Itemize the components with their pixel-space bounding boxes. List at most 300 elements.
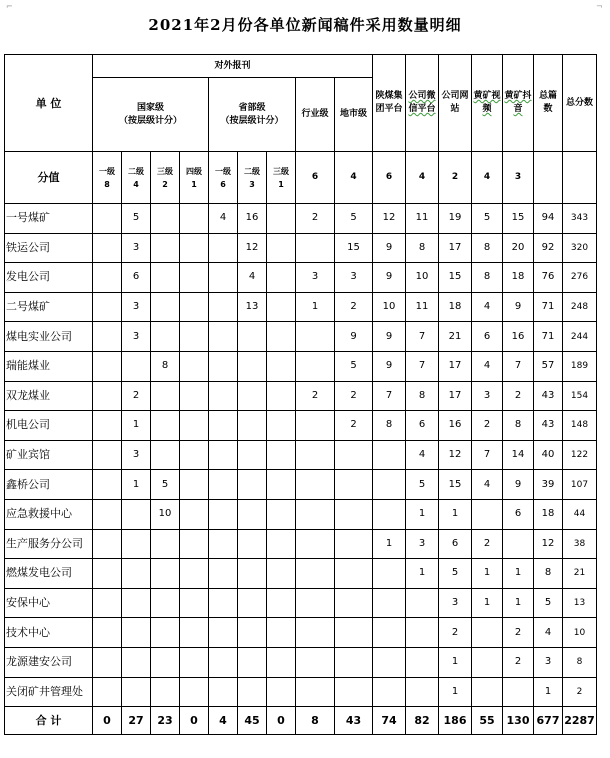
table-cell: 6 [472, 322, 503, 352]
shaanxi-platform-header: 陕煤集团平台 [373, 55, 406, 152]
table-cell [209, 588, 238, 618]
table-cell: 13 [563, 588, 597, 618]
table-cell [209, 677, 238, 707]
table-cell: 343 [563, 204, 597, 234]
table-row [5, 647, 597, 677]
table-cell [335, 588, 373, 618]
table-cell [93, 559, 122, 589]
table-cell [209, 618, 238, 648]
table-cell [180, 499, 209, 529]
table-cell [93, 499, 122, 529]
news-statistics-table [4, 54, 597, 735]
table-cell [267, 470, 296, 500]
table-cell: 107 [563, 470, 597, 500]
table-cell: 9 [373, 263, 406, 293]
table-row [5, 470, 597, 500]
table-cell: 2 [122, 381, 151, 411]
table-cell: 276 [563, 263, 597, 293]
table-cell [93, 588, 122, 618]
table-cell: 2 [335, 411, 373, 441]
table-cell: 3 [122, 322, 151, 352]
table-cell: 15 [439, 263, 472, 293]
provincial-level-1: 一级 6 [209, 152, 238, 204]
table-cell [267, 618, 296, 648]
table-cell [267, 440, 296, 470]
table-cell: 154 [563, 381, 597, 411]
table-cell: 6 [406, 411, 439, 441]
table-cell [93, 381, 122, 411]
table-cell: 4 [238, 263, 267, 293]
table-cell: 18 [534, 499, 563, 529]
table-cell: 94 [534, 204, 563, 234]
douyin-score: 3 [503, 152, 534, 204]
table-row [5, 351, 597, 381]
table-cell: 92 [534, 233, 563, 263]
table-cell: 189 [563, 351, 597, 381]
unit-name: 瑞能煤业 [5, 351, 93, 381]
table-cell: 17 [439, 351, 472, 381]
table-cell: 12 [439, 440, 472, 470]
table-cell [335, 677, 373, 707]
table-cell [238, 588, 267, 618]
table-cell [93, 204, 122, 234]
table-cell [93, 233, 122, 263]
total-cell: 45 [238, 707, 267, 735]
table-cell [267, 647, 296, 677]
table-cell: 244 [563, 322, 597, 352]
video-score: 4 [472, 152, 503, 204]
table-cell [93, 292, 122, 322]
table-row [5, 559, 597, 589]
table-cell: 9 [503, 292, 534, 322]
table-cell [335, 647, 373, 677]
shaanxi-score: 6 [373, 152, 406, 204]
total-cell: 74 [373, 707, 406, 735]
table-cell [267, 381, 296, 411]
table-cell [373, 559, 406, 589]
table-cell: 39 [534, 470, 563, 500]
table-cell [472, 499, 503, 529]
table-cell [151, 292, 180, 322]
table-cell: 1 [472, 588, 503, 618]
table-cell [267, 588, 296, 618]
table-cell: 15 [503, 204, 534, 234]
table-cell: 2 [296, 381, 335, 411]
table-cell: 43 [534, 411, 563, 441]
table-cell [238, 499, 267, 529]
table-cell [267, 263, 296, 293]
table-cell: 76 [534, 263, 563, 293]
table-cell [180, 529, 209, 559]
table-row [5, 499, 597, 529]
table-cell [180, 381, 209, 411]
table-cell: 17 [439, 233, 472, 263]
table-cell [238, 322, 267, 352]
table-cell [472, 618, 503, 648]
table-cell [406, 618, 439, 648]
table-cell [238, 677, 267, 707]
table-cell: 71 [534, 322, 563, 352]
table-cell [180, 233, 209, 263]
table-cell: 8 [563, 647, 597, 677]
table-cell: 14 [503, 440, 534, 470]
unit-name: 铁运公司 [5, 233, 93, 263]
table-cell: 9 [373, 351, 406, 381]
table-cell: 2 [472, 529, 503, 559]
total-score-score [563, 152, 597, 204]
table-cell [296, 322, 335, 352]
table-cell: 3 [122, 440, 151, 470]
table-cell: 8 [534, 559, 563, 589]
table-cell: 15 [439, 470, 472, 500]
table-cell [296, 351, 335, 381]
table-cell [151, 233, 180, 263]
table-cell: 1 [373, 529, 406, 559]
table-cell: 1 [472, 559, 503, 589]
table-cell [238, 351, 267, 381]
table-cell: 1 [439, 647, 472, 677]
table-cell: 21 [563, 559, 597, 589]
website-score: 2 [439, 152, 472, 204]
unit-name: 燃煤发电公司 [5, 559, 93, 589]
table-cell: 3 [296, 263, 335, 293]
table-row [5, 292, 597, 322]
table-cell [503, 529, 534, 559]
table-cell [238, 618, 267, 648]
page-title: 2021年2月份各单位新闻稿件采用数量明细 [148, 16, 462, 34]
table-cell: 19 [439, 204, 472, 234]
total-cell: 2287 [563, 707, 597, 735]
table-cell [180, 588, 209, 618]
table-cell: 2 [563, 677, 597, 707]
city-level-header: 地市级 [335, 78, 373, 152]
provincial-level-3: 三级 1 [267, 152, 296, 204]
total-cell: 0 [180, 707, 209, 735]
total-count-score [534, 152, 563, 204]
table-row [5, 263, 597, 293]
table-cell [373, 470, 406, 500]
douyin-header: 黄矿抖音 [503, 55, 534, 152]
table-cell: 148 [563, 411, 597, 441]
table-cell [335, 559, 373, 589]
table-cell [296, 647, 335, 677]
table-cell [296, 440, 335, 470]
table-cell: 15 [335, 233, 373, 263]
table-cell [296, 618, 335, 648]
table-cell: 8 [503, 411, 534, 441]
provincial-level-2: 二级 3 [238, 152, 267, 204]
table-cell [209, 470, 238, 500]
table-cell [267, 677, 296, 707]
table-row [5, 233, 597, 263]
total-cell: 0 [93, 707, 122, 735]
table-cell [373, 499, 406, 529]
table-cell: 18 [503, 263, 534, 293]
table-cell: 1 [406, 499, 439, 529]
national-level-4: 四级 1 [180, 152, 209, 204]
table-row [5, 381, 597, 411]
industry-level-header: 行业级 [296, 78, 335, 152]
table-cell [209, 499, 238, 529]
table-cell [335, 618, 373, 648]
table-cell: 18 [439, 292, 472, 322]
table-cell [93, 618, 122, 648]
table-cell: 20 [503, 233, 534, 263]
table-cell: 1 [122, 411, 151, 441]
table-cell: 3 [439, 588, 472, 618]
table-cell: 3 [472, 381, 503, 411]
total-score-header: 总分数 [563, 55, 597, 152]
corner-mark: ⌐ [6, 2, 13, 11]
table-cell [267, 411, 296, 441]
table-cell: 9 [335, 322, 373, 352]
table-cell [267, 292, 296, 322]
table-cell [93, 263, 122, 293]
table-cell [296, 233, 335, 263]
unit-header: 单 位 [5, 55, 93, 152]
table-cell: 9 [503, 470, 534, 500]
table-cell: 71 [534, 292, 563, 322]
table-cell [93, 677, 122, 707]
table-cell [122, 559, 151, 589]
table-cell [238, 647, 267, 677]
table-cell: 5 [151, 470, 180, 500]
table-cell [209, 322, 238, 352]
table-cell [151, 204, 180, 234]
table-cell: 5 [406, 470, 439, 500]
table-cell: 5 [335, 351, 373, 381]
table-cell [209, 381, 238, 411]
table-cell [335, 470, 373, 500]
table-row [5, 411, 597, 441]
industry-score: 6 [296, 152, 335, 204]
table-cell [151, 263, 180, 293]
table-cell: 13 [238, 292, 267, 322]
table-cell: 7 [472, 440, 503, 470]
table-cell: 17 [439, 381, 472, 411]
table-cell: 12 [534, 529, 563, 559]
table-cell [238, 381, 267, 411]
table-cell [209, 351, 238, 381]
table-cell: 4 [472, 351, 503, 381]
table-row [5, 677, 597, 707]
table-cell [209, 559, 238, 589]
table-cell [238, 470, 267, 500]
table-cell: 1 [534, 677, 563, 707]
table-cell: 38 [563, 529, 597, 559]
table-cell [406, 647, 439, 677]
table-row [5, 440, 597, 470]
table-cell: 5 [439, 559, 472, 589]
table-cell [373, 588, 406, 618]
table-cell: 16 [503, 322, 534, 352]
table-cell [93, 351, 122, 381]
table-cell: 6 [439, 529, 472, 559]
table-cell [122, 499, 151, 529]
table-cell: 10 [151, 499, 180, 529]
table-row [5, 529, 597, 559]
table-cell [151, 677, 180, 707]
table-cell: 2 [439, 618, 472, 648]
table-cell: 8 [373, 411, 406, 441]
table-cell [373, 647, 406, 677]
total-row [5, 707, 597, 735]
unit-name: 安保中心 [5, 588, 93, 618]
table-cell: 1 [406, 559, 439, 589]
table-cell [238, 411, 267, 441]
table-cell [93, 322, 122, 352]
table-cell: 2 [503, 618, 534, 648]
table-cell [238, 440, 267, 470]
table-cell [209, 411, 238, 441]
website-header: 公司网站 [439, 55, 472, 152]
table-cell: 8 [472, 233, 503, 263]
table-cell: 57 [534, 351, 563, 381]
table-cell: 1 [503, 588, 534, 618]
provincial-level-header: 省部级 （按层级计分） [209, 78, 296, 152]
table-cell [296, 677, 335, 707]
table-cell: 248 [563, 292, 597, 322]
table-cell [151, 559, 180, 589]
unit-name: 煤电实业公司 [5, 322, 93, 352]
unit-name: 矿业宾馆 [5, 440, 93, 470]
table-cell [151, 322, 180, 352]
table-cell [180, 618, 209, 648]
table-cell: 1 [503, 559, 534, 589]
table-cell: 4 [472, 292, 503, 322]
table-cell: 8 [406, 381, 439, 411]
table-cell: 7 [503, 351, 534, 381]
table-cell [93, 440, 122, 470]
table-cell: 5 [335, 204, 373, 234]
table-cell [180, 204, 209, 234]
table-cell [209, 647, 238, 677]
table-row [5, 204, 597, 234]
table-cell: 8 [151, 351, 180, 381]
unit-name: 一号煤矿 [5, 204, 93, 234]
table-cell: 7 [406, 351, 439, 381]
table-cell [238, 559, 267, 589]
total-cell: 23 [151, 707, 180, 735]
total-cell: 4 [209, 707, 238, 735]
table-row [5, 588, 597, 618]
unit-name: 技术中心 [5, 618, 93, 648]
table-cell: 8 [472, 263, 503, 293]
table-cell: 2 [335, 292, 373, 322]
table-cell [180, 292, 209, 322]
table-cell [180, 411, 209, 441]
unit-name: 二号煤矿 [5, 292, 93, 322]
table-cell [151, 529, 180, 559]
unit-name: 生产服务分公司 [5, 529, 93, 559]
table-cell [472, 647, 503, 677]
table-cell [122, 351, 151, 381]
table-cell [180, 559, 209, 589]
table-cell: 4 [209, 204, 238, 234]
score-row [5, 152, 597, 204]
total-count-header: 总篇数 [534, 55, 563, 152]
table-cell [151, 618, 180, 648]
table-cell [267, 204, 296, 234]
total-cell: 130 [503, 707, 534, 735]
table-cell: 2 [296, 204, 335, 234]
table-cell: 2 [503, 381, 534, 411]
table-cell: 2 [335, 381, 373, 411]
table-cell [335, 499, 373, 529]
table-cell [180, 322, 209, 352]
table-cell [296, 411, 335, 441]
unit-name: 关闭矿井管理处 [5, 677, 93, 707]
table-cell [122, 618, 151, 648]
table-row [5, 618, 597, 648]
table-cell [238, 529, 267, 559]
unit-name: 发电公司 [5, 263, 93, 293]
table-cell [296, 588, 335, 618]
table-cell: 44 [563, 499, 597, 529]
table-cell [296, 559, 335, 589]
external-press-header: 对外报刊 [93, 55, 373, 78]
table-cell [122, 647, 151, 677]
table-cell: 4 [472, 470, 503, 500]
table-cell [93, 647, 122, 677]
table-cell: 40 [534, 440, 563, 470]
table-cell: 5 [534, 588, 563, 618]
table-cell: 10 [563, 618, 597, 648]
score-label: 分值 [5, 152, 93, 204]
table-cell [406, 588, 439, 618]
table-cell [93, 529, 122, 559]
total-cell: 186 [439, 707, 472, 735]
total-cell: 82 [406, 707, 439, 735]
total-cell: 27 [122, 707, 151, 735]
table-cell [406, 677, 439, 707]
table-cell [373, 440, 406, 470]
table-cell [209, 292, 238, 322]
table-cell [122, 677, 151, 707]
table-cell [267, 559, 296, 589]
table-cell [472, 677, 503, 707]
table-cell [267, 351, 296, 381]
table-cell: 11 [406, 204, 439, 234]
table-cell [209, 263, 238, 293]
total-cell: 55 [472, 707, 503, 735]
table-cell: 2 [503, 647, 534, 677]
table-cell [151, 440, 180, 470]
table-cell: 7 [406, 322, 439, 352]
table-cell: 10 [406, 263, 439, 293]
unit-name: 双龙煤业 [5, 381, 93, 411]
table-cell [267, 499, 296, 529]
table-cell [180, 677, 209, 707]
table-cell: 43 [534, 381, 563, 411]
total-cell: 8 [296, 707, 335, 735]
table-cell [122, 529, 151, 559]
table-cell: 9 [373, 322, 406, 352]
table-cell: 11 [406, 292, 439, 322]
table-row [5, 322, 597, 352]
table-cell [151, 647, 180, 677]
table-cell: 16 [439, 411, 472, 441]
national-level-3: 三级 2 [151, 152, 180, 204]
table-cell: 7 [373, 381, 406, 411]
table-cell [209, 440, 238, 470]
table-cell [296, 470, 335, 500]
table-cell: 21 [439, 322, 472, 352]
table-cell: 4 [406, 440, 439, 470]
table-cell: 6 [503, 499, 534, 529]
table-cell [296, 499, 335, 529]
table-cell [180, 440, 209, 470]
